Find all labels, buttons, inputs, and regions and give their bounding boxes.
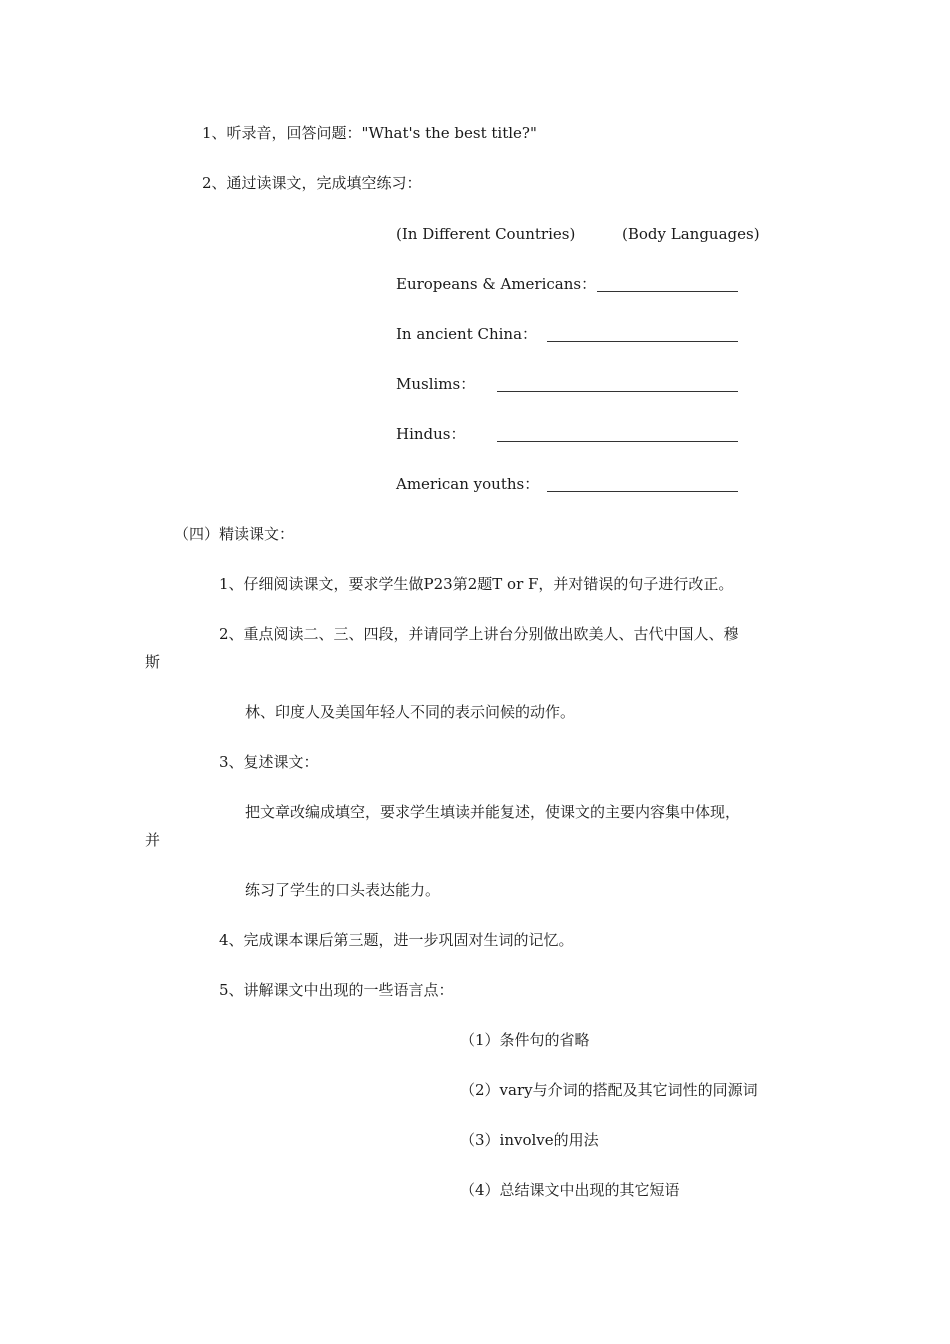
section-heading: （四）精读课文： xyxy=(174,525,295,543)
step-3-wrap: 并 xyxy=(145,831,161,849)
row-label-ancient-china: In ancient China： xyxy=(396,325,538,343)
language-point: （1）条件句的省略 xyxy=(460,1031,590,1049)
fill-exercise-intro: 2、通过读课文，完成填空练习： xyxy=(202,174,422,192)
answer-blank[interactable] xyxy=(597,277,738,292)
header-body-languages: (Body Languages) xyxy=(622,225,760,243)
row-label-europeans: Europeans & Americans： xyxy=(396,275,597,293)
step-1: 1、仔细阅读课文，要求学生做P23第2题T or F，并对错误的句子进行改正。 xyxy=(219,575,734,593)
answer-blank[interactable] xyxy=(547,327,738,342)
answer-blank[interactable] xyxy=(547,477,738,492)
listen-question: 1、听录音，回答问题："What's the best title?" xyxy=(202,124,537,142)
row-label-muslims: Muslims： xyxy=(396,375,476,393)
step-3: 3、复述课文： xyxy=(219,753,319,771)
step-3-detail: 把文章改编成填空，要求学生填读并能复述，使课文的主要内容集中体现， xyxy=(245,803,741,821)
step-2: 2、重点阅读二、三、四段，并请同学上讲台分别做出欧美人、古代中国人、穆 xyxy=(219,625,739,643)
answer-blank[interactable] xyxy=(497,377,738,392)
header-countries: (In Different Countries) xyxy=(396,225,576,243)
language-point: （2）vary与介词的搭配及其它词性的同源词 xyxy=(460,1081,758,1099)
step-3-cont: 练习了学生的口头表达能力。 xyxy=(245,881,441,899)
step-2-cont: 林、印度人及美国年轻人不同的表示问候的动作。 xyxy=(245,703,576,721)
language-point: （4）总结课文中出现的其它短语 xyxy=(460,1181,680,1199)
step-4: 4、完成课本课后第三题，进一步巩固对生词的记忆。 xyxy=(219,931,574,949)
language-point: （3）involve的用法 xyxy=(460,1131,599,1149)
answer-blank[interactable] xyxy=(497,427,738,442)
step-5: 5、讲解课文中出现的一些语言点： xyxy=(219,981,454,999)
row-label-hindus: Hindus： xyxy=(396,425,466,443)
step-2-wrap: 斯 xyxy=(145,653,161,671)
row-label-american-youths: American youths： xyxy=(396,475,540,493)
